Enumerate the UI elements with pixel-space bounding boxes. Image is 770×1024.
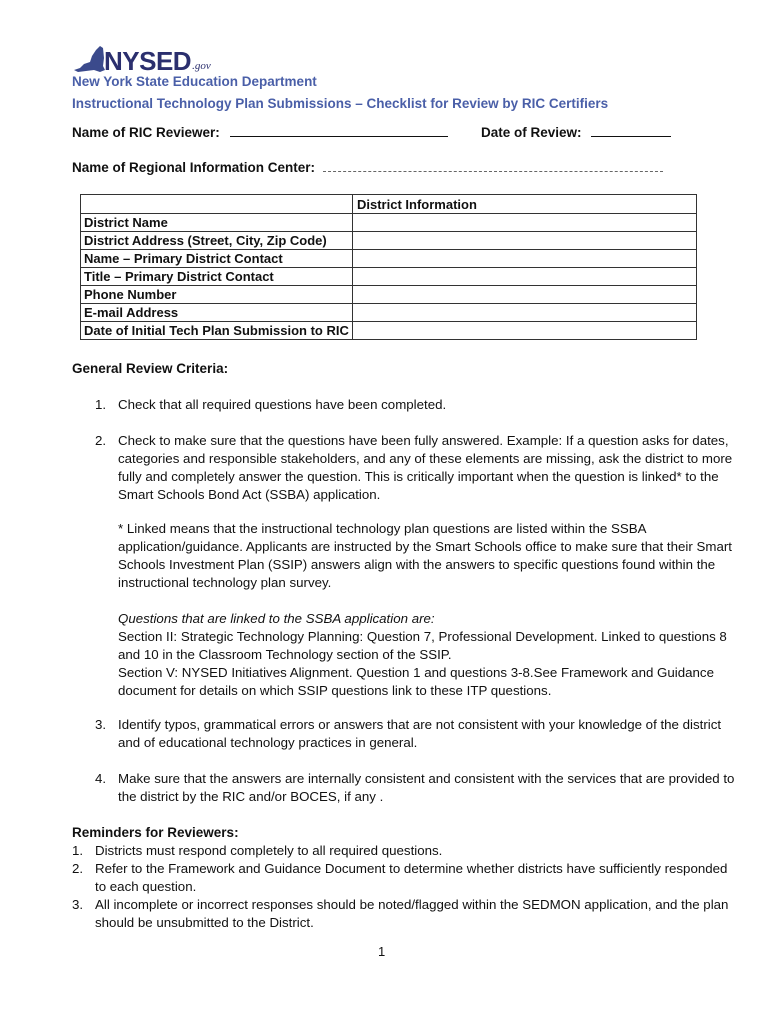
logo-suffix: .gov (192, 60, 211, 72)
table-row (81, 304, 697, 322)
table-row (81, 286, 697, 304)
date-label: Date of Review: (481, 125, 582, 140)
text-line: Identify typos, grammatical errors or answers that are not consistent with your knowledge of the district (118, 717, 722, 732)
nysed-logo (72, 38, 211, 74)
text-line: Refer to the Framework and Guidance Document to determine whether districts have sufficiently responded (95, 861, 728, 876)
text-line: Districts must respond completely to all required questions. (95, 843, 443, 858)
reviewer-label: Name of RIC Reviewer: (72, 125, 220, 140)
text-line: fully and completely answer the question. This is critically important when the question is linked* to the (118, 469, 719, 484)
text-line: * Linked means that the instructional technology plan questions are listed within the SSBA (118, 521, 647, 536)
item-number: 4. (95, 771, 107, 786)
text-line: categories and responsible stakeholders, and any of these elements are missing, ask the district to more (118, 451, 733, 466)
text-line: Section V: NYSED Initiatives Alignment. Question 1 and questions 3-8.See Framework and Guidance (118, 665, 714, 680)
linked-questions (118, 610, 727, 700)
table-header: District Information (353, 195, 697, 214)
reviewer-field (72, 124, 448, 140)
text-line: Smart Schools Bond Act (SSBA) application. (118, 487, 381, 502)
item3-text (118, 716, 721, 752)
row-label: E-mail Address (81, 304, 353, 322)
item4-text (118, 770, 734, 806)
table-row (81, 214, 697, 232)
row-value-cell[interactable] (353, 232, 697, 250)
district-info-table (80, 194, 697, 340)
page-number: 1 (378, 944, 386, 959)
row-label: Title – Primary District Contact (81, 268, 353, 286)
reminder2-text (95, 860, 727, 896)
reminders-heading: Reminders for Reviewers: (72, 825, 239, 840)
row-label: Date of Initial Tech Plan Submission to RIC (81, 322, 353, 340)
linked-heading: Questions that are linked to the SSBA application are: (118, 611, 435, 626)
reminder-number: 1. (72, 843, 84, 858)
text-line: to each question. (95, 879, 197, 894)
row-label: District Name (81, 214, 353, 232)
reminder3-text (95, 896, 728, 932)
ric-label: Name of Regional Information Center: (72, 160, 316, 175)
document-title: Instructional Technology Plan Submissions – Checklist for Review by RIC Certifiers (72, 96, 609, 111)
row-value-cell[interactable] (353, 304, 697, 322)
table-row (81, 322, 697, 340)
text-line: and of educational technology practices in general. (118, 735, 418, 750)
item2-text (118, 432, 732, 504)
reviewer-blank[interactable] (230, 124, 448, 137)
text-line: Check to make sure that the questions have been fully answered. Example: If a question asks for dates, (118, 433, 729, 448)
reminder1-text (95, 842, 442, 860)
logo-brand: NYSED (104, 46, 192, 76)
row-label: Name – Primary District Contact (81, 250, 353, 268)
row-value-cell[interactable] (353, 268, 697, 286)
item1-text: Check that all required questions have been completed. (118, 397, 447, 412)
text-line: and 10 in the Classroom Technology section of the SSIP. (118, 647, 452, 662)
text-line: instructional technology plan survey. (118, 575, 332, 590)
general-criteria-heading: General Review Criteria: (72, 361, 229, 376)
row-label: District Address (Street, City, Zip Code) (81, 232, 353, 250)
row-value-cell[interactable] (353, 250, 697, 268)
department-name: New York State Education Department (72, 74, 317, 89)
text-line: the district by the RIC and/or BOCES, if any . (118, 789, 384, 804)
table-row (81, 232, 697, 250)
date-blank[interactable] (591, 124, 671, 137)
table-header-spacer (81, 195, 353, 214)
text-line: should be unsubmitted to the District. (95, 915, 314, 930)
table-header-row (81, 195, 697, 214)
item-number: 3. (95, 717, 107, 732)
table-row (81, 268, 697, 286)
item-number: 1. (95, 397, 107, 412)
table-row (81, 250, 697, 268)
text-line: All incomplete or incorrect responses should be noted/flagged within the SEDMON application, and the plan (95, 897, 729, 912)
text-line: Section II: Strategic Technology Planning: Question 7, Professional Development. Linked to questions 8 (118, 629, 727, 644)
row-value-cell[interactable] (353, 322, 697, 340)
text-line: Schools Investment Plan (SSIP) answers align with the answers to specific questions found within the (118, 557, 716, 572)
row-value-cell[interactable] (353, 286, 697, 304)
row-value-cell[interactable] (353, 214, 697, 232)
reminder-number: 3. (72, 897, 84, 912)
ny-state-map-icon (72, 44, 106, 74)
item-number: 2. (95, 433, 107, 448)
date-field (481, 124, 671, 140)
text-line: application/guidance. Applicants are instructed by the Smart Schools office to make sure that their Smart (118, 539, 732, 554)
text-line: document for details on which SSIP questions link to these ITP questions. (118, 683, 552, 698)
text-line: Make sure that the answers are internally consistent and consistent with the services that are provided to (118, 771, 735, 786)
ric-blank[interactable] (323, 159, 663, 172)
linked-note (118, 520, 732, 592)
reminder-number: 2. (72, 861, 84, 876)
row-label: Phone Number (81, 286, 353, 304)
ric-field (72, 159, 663, 175)
